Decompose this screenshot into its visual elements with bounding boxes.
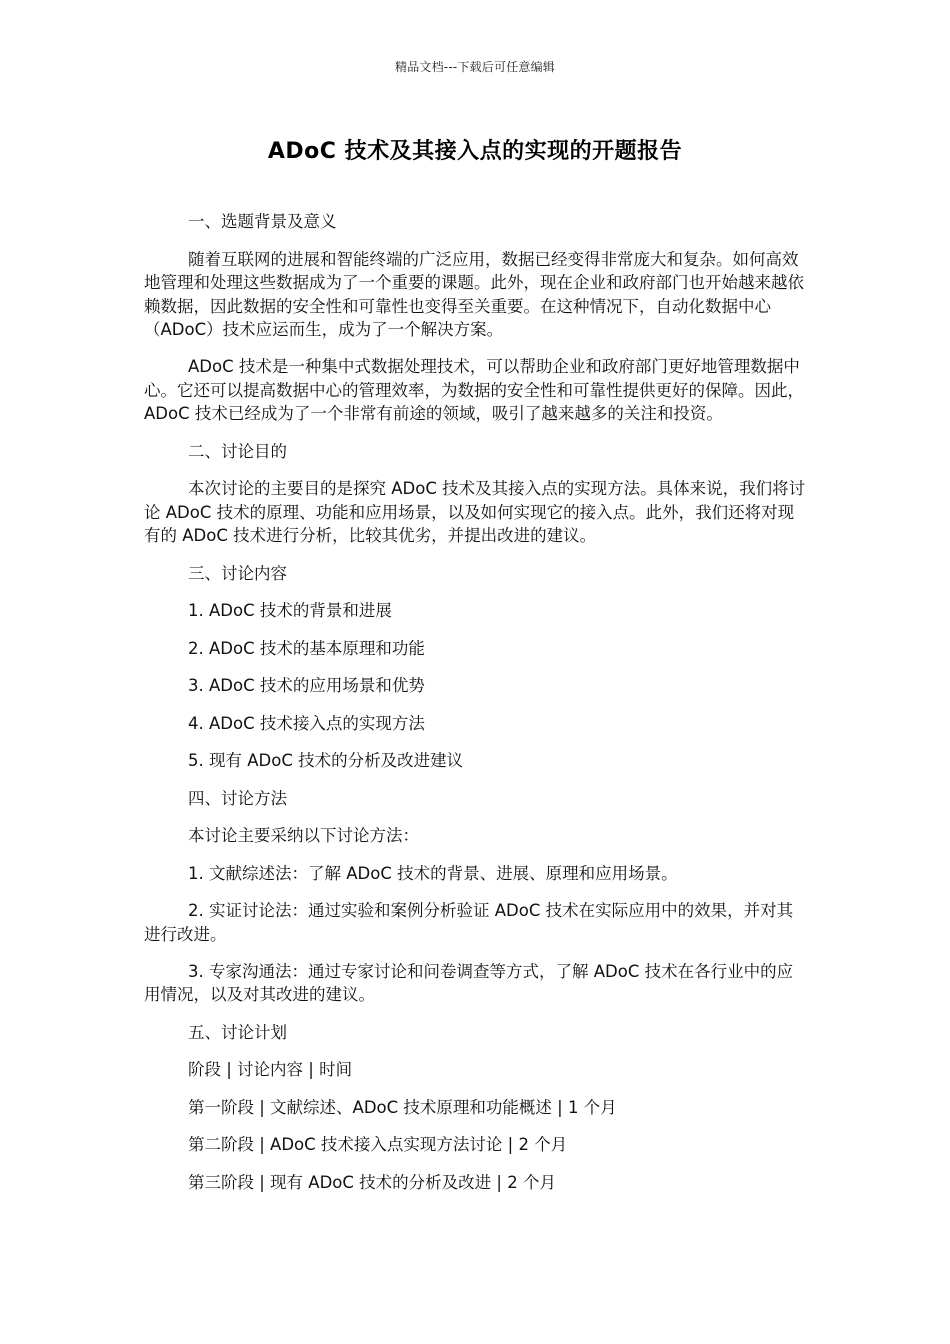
list-item: 5. 现有 ADoC 技术的分析及改进建议	[188, 751, 464, 770]
section-heading-purpose: 二、讨论目的	[188, 441, 287, 461]
list-item: 2. 实证讨论法：通过实验和案例分析验证 ADoC 技术在实际应用中的效果，并对其进行改进。	[144, 901, 794, 944]
list-item: 4. ADoC 技术接入点的实现方法	[188, 713, 425, 733]
list-item: 3. ADoC 技术的应用场景和优势	[188, 676, 425, 695]
section-heading-background: 一、选题背景及意义	[188, 212, 337, 231]
plan-row: 第一阶段 | 文献综述、ADoC 技术原理和功能概述 | 1 个月	[188, 1097, 617, 1117]
plan-row: 第二阶段 | ADoC 技术接入点实现方法讨论 | 2 个月	[188, 1135, 568, 1154]
section-heading-content: 三、讨论内容	[188, 563, 287, 583]
paragraph-method-intro: 本讨论主要采纳以下讨论方法：	[188, 826, 419, 845]
list-item: 2. ADoC 技术的基本原理和功能	[188, 638, 425, 658]
paragraph-purpose: 本次讨论的主要目的是探究 ADoC 技术及其接入点的实现方法。具体来说，我们将讨论 ADoC 技术的原理、功能和应用场景，以及如何实现它的接入点。此外，我们还将对现有的 ADoC 技术进行分析，比较其优劣，并提出改进的建议。	[144, 479, 806, 545]
paragraph-background-1: 随着互联网的进展和智能终端的广泛应用，数据已经变得非常庞大和复杂。如何高效地管理和处理这些数据成为了一个重要的课题。此外，现在企业和政府部门也开始越来越依赖数据，因此数据的安全性和可靠性也变得至关重要。在这种情况下，自动化数据中心（ADoC）技术应运而生，成为了一个解决方案。	[144, 249, 804, 339]
list-item: 3. 专家沟通法：通过专家讨论和问卷调查等方式，了解 ADoC 技术在各行业中的应用情况，以及对其改进的建议。	[144, 961, 794, 1004]
plan-row: 阶段 | 讨论内容 | 时间	[188, 1060, 353, 1079]
header-note: 精品文档---下载后可任意编辑	[395, 60, 555, 74]
document-body	[144, 210, 806, 1194]
list-item: 1. ADoC 技术的背景和进展	[188, 601, 392, 620]
document-title: ADoC 技术及其接入点的实现的开题报告	[267, 139, 683, 164]
paragraph-background-2: ADoC 技术是一种集中式数据处理技术，可以帮助企业和政府部门更好地管理数据中心。它还可以提高数据中心的管理效率，为数据的安全性和可靠性提供更好的保障。因此，ADoC 技术已经成为了一个非常有前途的领域，吸引了越来越多的关注和投资。	[144, 357, 804, 423]
section-heading-plan: 五、讨论计划	[188, 1022, 287, 1042]
list-item: 1. 文献综述法：了解 ADoC 技术的背景、进展、原理和应用场景。	[188, 863, 678, 883]
plan-row: 第三阶段 | 现有 ADoC 技术的分析及改进 | 2 个月	[188, 1172, 556, 1192]
section-heading-method: 四、讨论方法	[188, 788, 287, 808]
